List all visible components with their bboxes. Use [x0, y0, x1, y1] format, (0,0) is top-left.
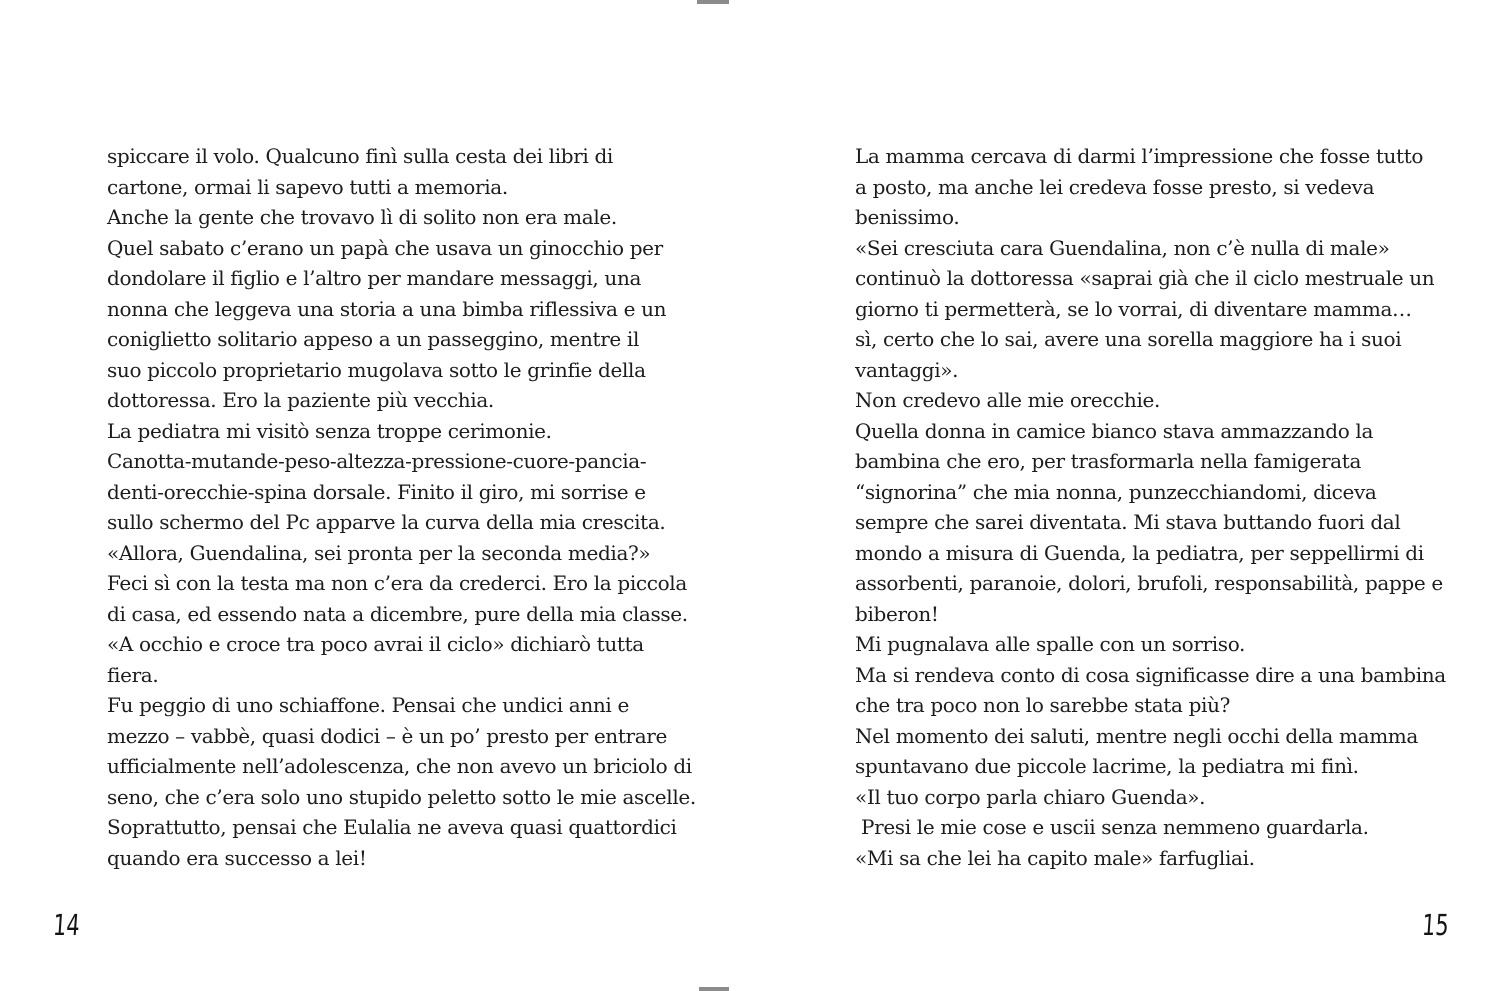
text-line: nonna che leggeva una storia a una bimba riflessiva e un [107, 296, 667, 321]
text-line: Non credevo alle mie orecchie. [855, 388, 1160, 412]
text-line: Soprattutto, pensai che Eulalia ne aveva quasi quattordici [107, 815, 677, 839]
text-line: continuò la dottoressa «saprai già che il ciclo mestruale un [855, 266, 1435, 290]
text-line: Anche la gente che trovavo lì di solito non era male. [107, 205, 617, 229]
text-line: Mi pugnalava alle spalle con un sorriso. [855, 632, 1246, 656]
text-line: Fu peggio di uno schiaffone. Pensai che undici anni e [107, 693, 629, 717]
text-line: ufficialmente nell’adolescenza, che non avevo un briciolo di [107, 754, 692, 778]
text-line: Quella donna in camice bianco stava ammazzando la [855, 418, 1374, 443]
adjacent-page-marker-bottom [699, 987, 729, 991]
text-line: sullo schermo del Pc apparve la curva della mia crescita. [107, 510, 666, 534]
text-line: mezzo – vabbè, quasi dodici – è un po’ presto per entrare [107, 723, 668, 748]
text-line: dondolare il figlio e l’altro per mandare messaggi, una [107, 266, 642, 290]
text-line: “signorina” che mia nonna, punzecchiandomi, diceva [855, 479, 1377, 504]
text-line: coniglietto solitario appeso a un passeggino, mentre il [107, 327, 640, 351]
text-line: «A occhio e croce tra poco avrai il ciclo» dichiarò tutta [107, 632, 644, 656]
text-line: cartone, ormai li sapevo tutti a memoria. [107, 174, 508, 199]
text-line: La pediatra mi visitò senza troppe cerimonie. [107, 418, 552, 443]
text-line: bambina che ero, per trasformarla nella famigerata [855, 449, 1362, 473]
text-line: assorbenti, paranoie, dolori, brufoli, responsabilità, pappe e [855, 571, 1443, 595]
text-line: giorno ti permetterà, se lo vorrai, di diventare mamma… [855, 296, 1412, 321]
text-line: «Mi sa che lei ha capito male» farfugliai. [855, 845, 1255, 870]
text-line: quando era successo a lei! [107, 845, 367, 870]
text-line: vantaggi». [855, 357, 959, 382]
text-line: spuntavano due piccole lacrime, la pediatra mi finì. [855, 754, 1359, 778]
text-line: «Allora, Guendalina, sei pronta per la seconda media?» [107, 540, 651, 565]
text-line: seno, che c’era solo uno stupido peletto sotto le mie ascelle. [107, 784, 696, 809]
page-number-right: 15 [1421, 908, 1450, 942]
text-line: dottoressa. Ero la paziente più vecchia. [107, 388, 494, 412]
text-line: fiera. [107, 662, 159, 687]
text-line: spiccare il volo. Qualcuno finì sulla cesta dei libri di [107, 144, 613, 168]
page-number-left: 14 [52, 908, 81, 942]
text-line: che tra poco non lo sarebbe stata più? [855, 693, 1230, 717]
text-line: Nel momento dei saluti, mentre negli occhi della mamma [855, 723, 1418, 748]
text-line: di casa, ed essendo nata a dicembre, pure della mia classe. [107, 601, 688, 626]
adjacent-page-marker-top [697, 0, 729, 4]
text-line: La mamma cercava di darmi l’impressione che fosse tutto [855, 144, 1424, 168]
left-page-text [107, 141, 717, 873]
text-line: Ma si rendeva conto di cosa significasse dire a una bambina [855, 662, 1446, 687]
text-line: mondo a misura di Guenda, la pediatra, per seppellirmi di [855, 540, 1424, 565]
text-line: sì, certo che lo sai, avere una sorella maggiore ha i suoi [855, 327, 1402, 351]
text-line: suo piccolo proprietario mugolava sotto le grinfie della [107, 357, 646, 382]
text-line: «Il tuo corpo parla chiaro Guenda». [855, 784, 1206, 809]
text-line: «Sei cresciuta cara Guendalina, non c’è nulla di male» [855, 235, 1390, 260]
text-line: Feci sì con la testa ma non c’era da crederci. Ero la piccola [107, 571, 687, 595]
text-line: biberon! [855, 601, 939, 626]
text-line: a posto, ma anche lei credeva fosse presto, si vedeva [855, 174, 1375, 199]
text-line: Presi le mie cose e uscii senza nemmeno guardarla. [855, 815, 1369, 839]
text-line: Quel sabato c’erano un papà che usava un ginocchio per [107, 235, 663, 260]
text-line: denti-orecchie-spina dorsale. Finito il giro, mi sorrise e [107, 479, 646, 504]
right-page-text [855, 141, 1465, 873]
text-line: Canotta-mutande-peso-altezza-pressione-cuore-pancia- [107, 449, 647, 473]
text-line: sempre che sarei diventata. Mi stava buttando fuori dal [855, 510, 1401, 534]
text-line: benissimo. [855, 205, 960, 229]
